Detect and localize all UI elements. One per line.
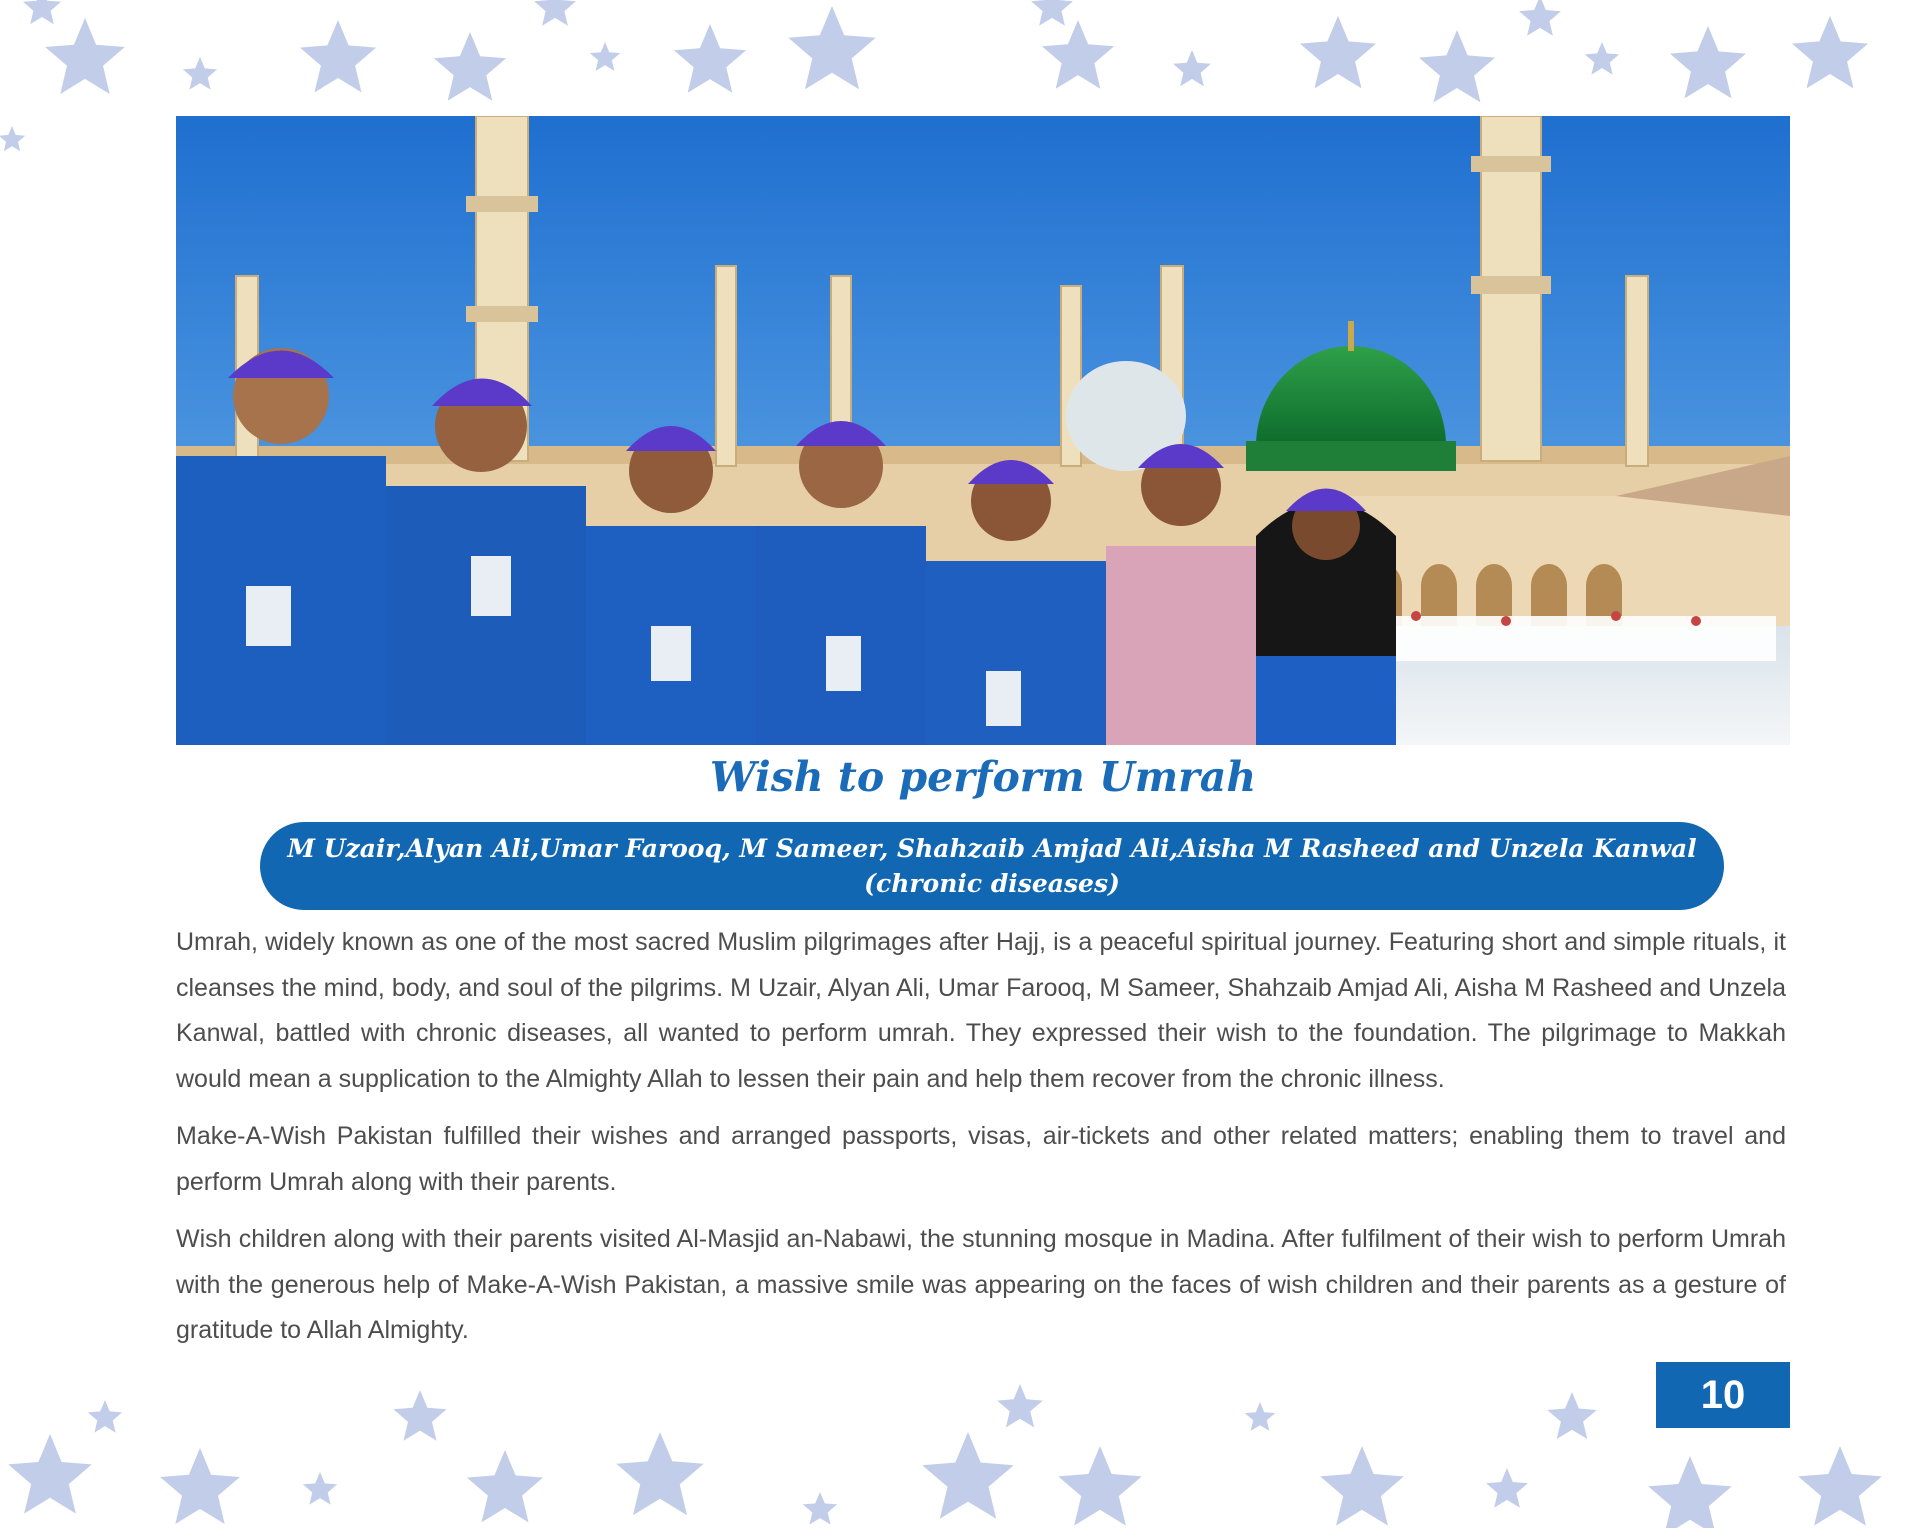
page-title: Wish to perform Umrah <box>709 753 1257 801</box>
star-icon <box>534 0 576 26</box>
names-banner <box>260 822 1724 910</box>
star-icon <box>616 1432 703 1515</box>
paragraph-3: Wish children along with their parents visited Al-Masjid an-Nabawi, the stunning mosque in Madina. After fulfilment of their wish to perform Umrah with the generous help of Make-A-Wish Pakistan, a massive smile was appearing on the faces of wish children and their parents as a gesture of gratitude to Allah Almighty. <box>176 1225 1786 1344</box>
star-icon <box>997 1384 1043 1427</box>
star-icon <box>1486 1468 1528 1508</box>
star-icon <box>1792 16 1868 88</box>
star-icon <box>922 1432 1013 1519</box>
star-icon <box>1058 1446 1142 1526</box>
star-icon <box>1648 1456 1732 1528</box>
star-icon <box>788 6 875 89</box>
star-icon <box>88 1400 122 1433</box>
page-number-badge: 10 <box>1656 1362 1790 1428</box>
star-icon <box>1042 20 1114 89</box>
star-icon <box>1585 42 1619 75</box>
star-icon <box>0 126 25 151</box>
names-line: M Uzair,Alyan Ali,Umar Farooq, M Sameer, Shahzaib Amjad Ali,Aisha M Rasheed and Unzela Kanwal <box>287 834 1697 863</box>
star-icon <box>45 18 125 94</box>
article-body <box>176 920 1786 1366</box>
star-icon <box>467 1450 543 1522</box>
star-icon <box>1031 0 1073 26</box>
paragraph-1: Umrah, widely known as one of the most sacred Muslim pilgrimages after Hajj, is a peaceful spiritual journey. Featuring short and simple rituals, it cleanses the mind, body, and soul of the pilgrims. M Uzair, Alyan Ali, Umar Farooq, M Sameer, Shahzaib Amjad Ali, Aisha M Rasheed and Unzela Kanwal, battled with chronic diseases, all wanted to perform umrah. They expressed their wish to the foundation. The pilgrimage to Makkah would mean a supplication to the Almighty Allah to lessen their pain and help them recover from the chronic illness. <box>176 928 1786 1093</box>
star-icon <box>1798 1446 1882 1526</box>
paragraph-2: Make-A-Wish Pakistan fulfilled their wishes and arranged passports, visas, air-tickets and other related matters; enabling them to travel and perform Umrah along with their parents. <box>176 1122 1786 1196</box>
star-icon <box>1245 1402 1275 1431</box>
star-icon <box>1300 16 1376 88</box>
star-icon <box>8 1434 92 1514</box>
star-icon <box>160 1448 240 1524</box>
condition-line: (chronic diseases) <box>864 869 1120 898</box>
star-icon <box>434 32 506 101</box>
star-icon <box>1173 50 1211 86</box>
star-icon <box>300 20 376 92</box>
group-photo <box>176 116 1790 745</box>
star-icon <box>803 1492 837 1525</box>
star-icon <box>1519 0 1561 36</box>
star-icon <box>1419 30 1495 102</box>
star-icon <box>674 24 746 93</box>
star-icon <box>23 0 61 24</box>
star-icon <box>393 1390 446 1441</box>
star-icon <box>183 57 217 90</box>
star-icon <box>303 1472 337 1505</box>
star-icon <box>1670 26 1746 98</box>
star-icon <box>1547 1392 1596 1439</box>
star-icon <box>590 42 620 71</box>
star-icon <box>1320 1446 1404 1526</box>
